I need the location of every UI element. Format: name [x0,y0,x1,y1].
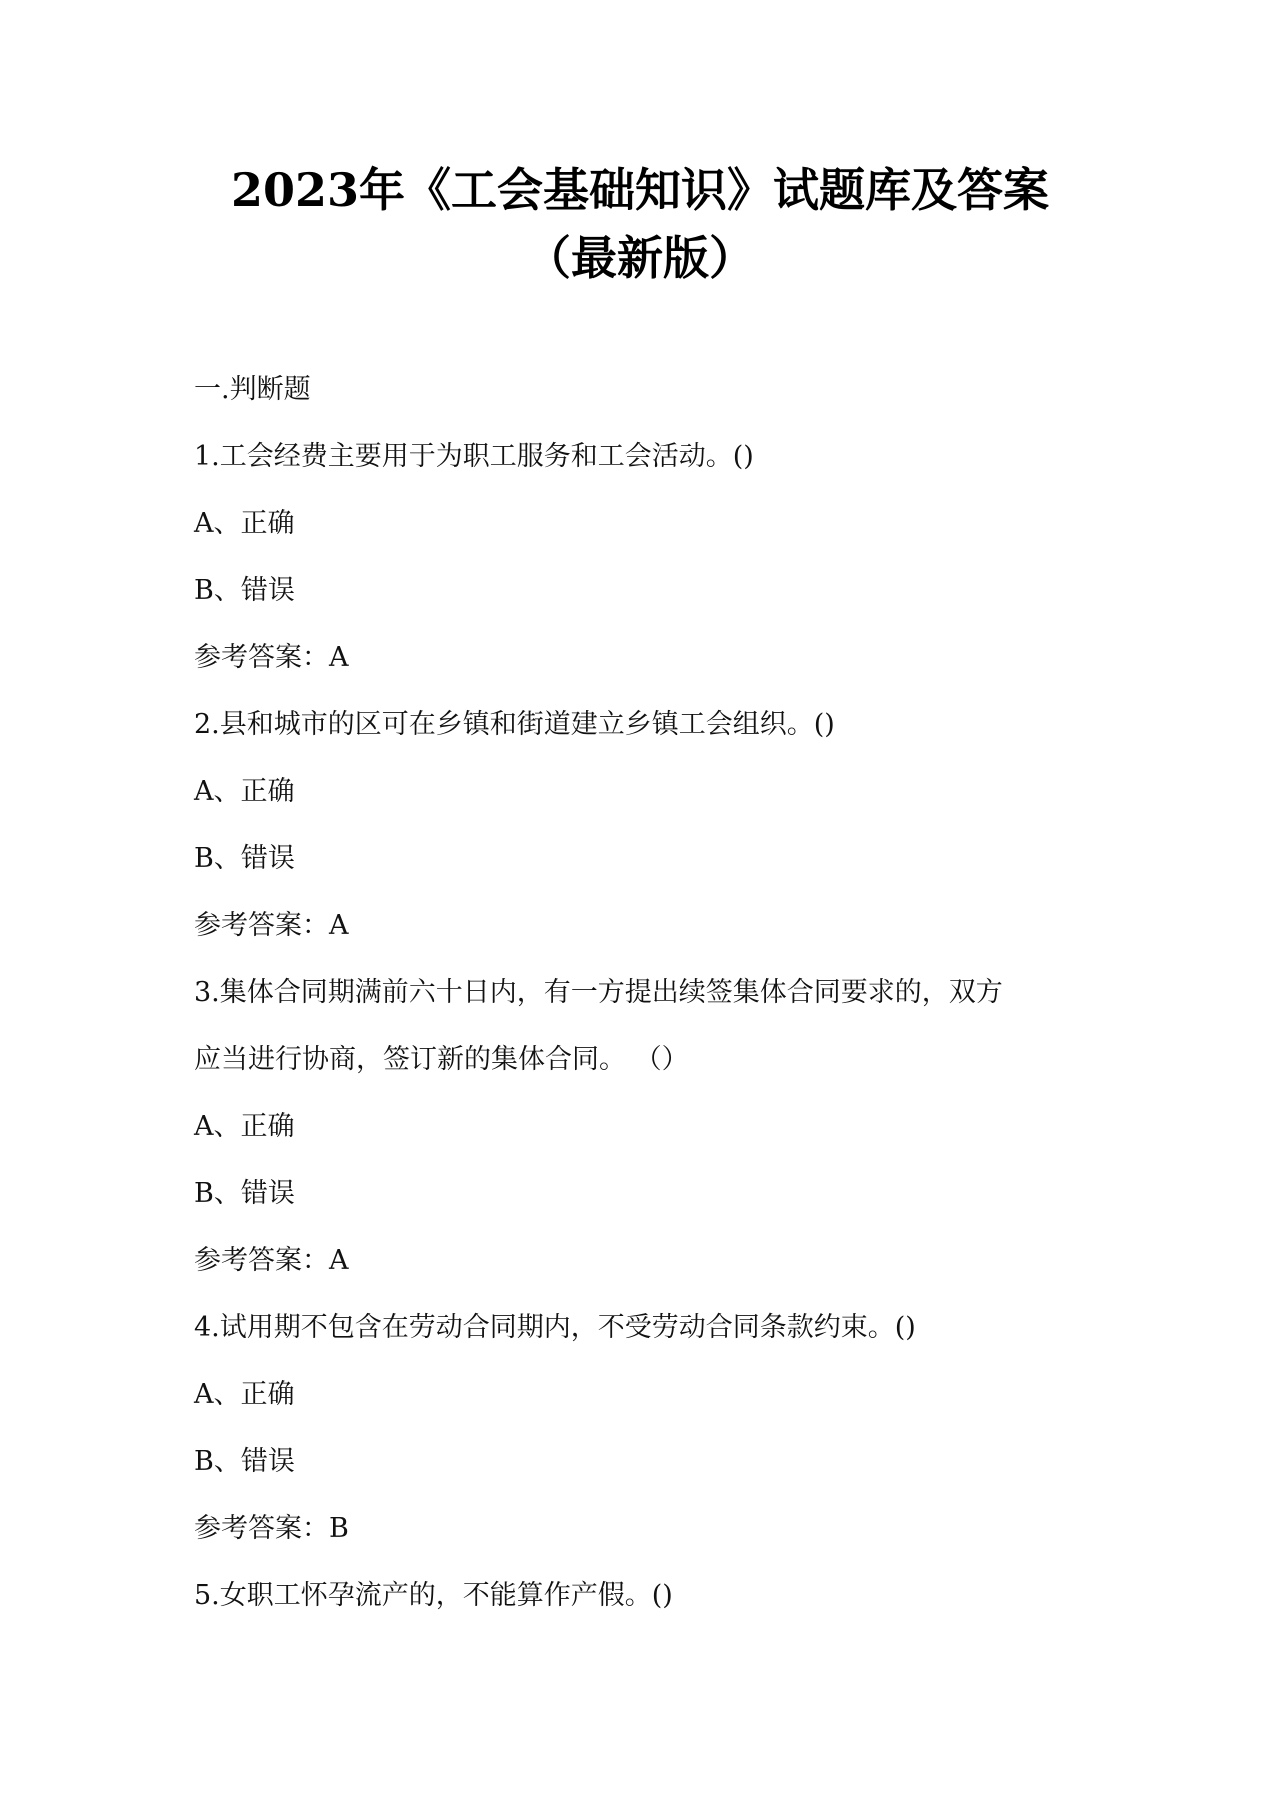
question-3-option-b: B、错误 [194,1178,295,1209]
question-4-answer: 参考答案：B [194,1513,349,1544]
document-subtitle: （最新版） [525,231,755,285]
section-heading: 一.判断题 [194,374,311,405]
question-2-option-a: A、正确 [194,776,295,807]
question-2-option-b: B、错误 [194,843,295,874]
question-1-option-a: A、正确 [194,508,295,539]
question-3-answer: 参考答案：A [194,1245,349,1276]
question-5-text: 5.女职工怀孕流产的，不能算作产假。() [194,1580,673,1611]
document-title: 2023年《工会基础知识》试题库及答案 [230,163,1050,217]
question-1-answer: 参考答案：A [194,642,349,673]
question-4-option-a: A、正确 [194,1379,295,1410]
question-2-text: 2.县和城市的区可在乡镇和街道建立乡镇工会组织。() [194,709,835,740]
question-4-option-b: B、错误 [194,1446,295,1477]
question-1-text: 1.工会经费主要用于为职工服务和工会活动。() [194,441,754,472]
question-1-option-b: B、错误 [194,575,295,606]
question-2-answer: 参考答案：A [194,910,349,941]
question-3-option-a: A、正确 [194,1111,295,1142]
question-3-text-line1: 3.集体合同期满前六十日内，有一方提出续签集体合同要求的，双方 [194,977,1003,1008]
question-3-text-line2: 应当进行协商，签订新的集体合同。 （） [194,1044,689,1075]
question-4-text: 4.试用期不包含在劳动合同期内，不受劳动合同条款约束。() [194,1312,916,1343]
